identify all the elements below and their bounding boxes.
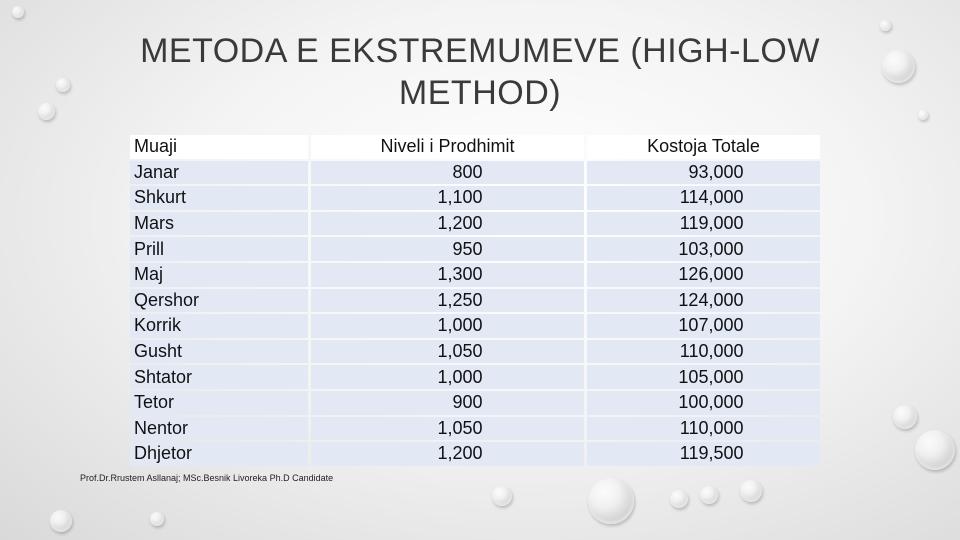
water-drop-decoration bbox=[882, 50, 915, 83]
cell-month: Korrik bbox=[130, 314, 308, 338]
cell-cost: 124,000 bbox=[587, 289, 820, 313]
table-row bbox=[130, 237, 820, 261]
cell-production: 1,250 bbox=[311, 289, 584, 313]
cell-month: Nentor bbox=[130, 417, 308, 441]
cell-cost: 119,500 bbox=[587, 442, 820, 466]
cell-production: 1,000 bbox=[311, 365, 584, 389]
water-drop-decoration bbox=[38, 103, 55, 120]
water-drop-decoration bbox=[588, 478, 634, 524]
cell-production: 1,200 bbox=[311, 442, 584, 466]
cell-month: Prill bbox=[130, 237, 308, 261]
cell-month: Tetor bbox=[130, 391, 308, 415]
cell-production: 900 bbox=[311, 391, 584, 415]
cell-cost: 107,000 bbox=[587, 314, 820, 338]
water-drop-decoration bbox=[50, 510, 72, 532]
cell-cost: 105,000 bbox=[587, 365, 820, 389]
table-row bbox=[130, 314, 820, 338]
table-row bbox=[130, 442, 820, 466]
water-drop-decoration bbox=[880, 20, 891, 31]
cell-production: 950 bbox=[311, 237, 584, 261]
table-row bbox=[130, 263, 820, 287]
cell-month: Janar bbox=[130, 161, 308, 185]
cell-production: 1,200 bbox=[311, 212, 584, 236]
header-total-cost: Kostoja Totale bbox=[587, 135, 820, 159]
cell-cost: 93,000 bbox=[587, 161, 820, 185]
water-drop-decoration bbox=[12, 6, 24, 18]
cell-cost: 126,000 bbox=[587, 263, 820, 287]
cell-production: 1,300 bbox=[311, 263, 584, 287]
table-row bbox=[130, 365, 820, 389]
cell-production: 1,050 bbox=[311, 417, 584, 441]
table-row bbox=[130, 391, 820, 415]
table-row bbox=[130, 417, 820, 441]
cell-cost: 103,000 bbox=[587, 237, 820, 261]
cell-production: 1,050 bbox=[311, 340, 584, 364]
water-drop-decoration bbox=[915, 430, 955, 470]
cell-cost: 100,000 bbox=[587, 391, 820, 415]
water-drop-decoration bbox=[670, 490, 688, 508]
header-production-level: Niveli i Prodhimit bbox=[311, 135, 584, 159]
table-header-row bbox=[130, 135, 820, 159]
header-month: Muaji bbox=[130, 135, 308, 159]
table-row bbox=[130, 289, 820, 313]
cell-month: Gusht bbox=[130, 340, 308, 364]
cell-month: Shkurt bbox=[130, 186, 308, 210]
cell-month: Maj bbox=[130, 263, 308, 287]
cell-cost: 119,000 bbox=[587, 212, 820, 236]
table-row bbox=[130, 161, 820, 185]
table-row bbox=[130, 186, 820, 210]
cell-production: 800 bbox=[311, 161, 584, 185]
slide-footer-authors: Prof.Dr.Rrustem Asllanaj; MSc.Besnik Livoreka Ph.D Candidate bbox=[80, 473, 334, 483]
slide-title: METODA E EKSTREMUMEVE (HIGH-LOW METHOD) bbox=[140, 32, 820, 112]
water-drop-decoration bbox=[492, 486, 512, 506]
cost-data-table bbox=[127, 133, 823, 468]
cell-month: Dhjetor bbox=[130, 442, 308, 466]
table-row bbox=[130, 212, 820, 236]
table-row bbox=[130, 340, 820, 364]
water-drop-decoration bbox=[740, 480, 762, 502]
cell-cost: 110,000 bbox=[587, 340, 820, 364]
water-drop-decoration bbox=[56, 78, 70, 92]
cell-production: 1,000 bbox=[311, 314, 584, 338]
cell-production: 1,100 bbox=[311, 186, 584, 210]
cell-cost: 110,000 bbox=[587, 417, 820, 441]
water-drop-decoration bbox=[918, 110, 928, 120]
water-drop-decoration bbox=[150, 512, 164, 526]
cell-cost: 114,000 bbox=[587, 186, 820, 210]
cell-month: Shtator bbox=[130, 365, 308, 389]
water-drop-decoration bbox=[893, 405, 917, 429]
cell-month: Qershor bbox=[130, 289, 308, 313]
cell-month: Mars bbox=[130, 212, 308, 236]
water-drop-decoration bbox=[700, 486, 718, 504]
